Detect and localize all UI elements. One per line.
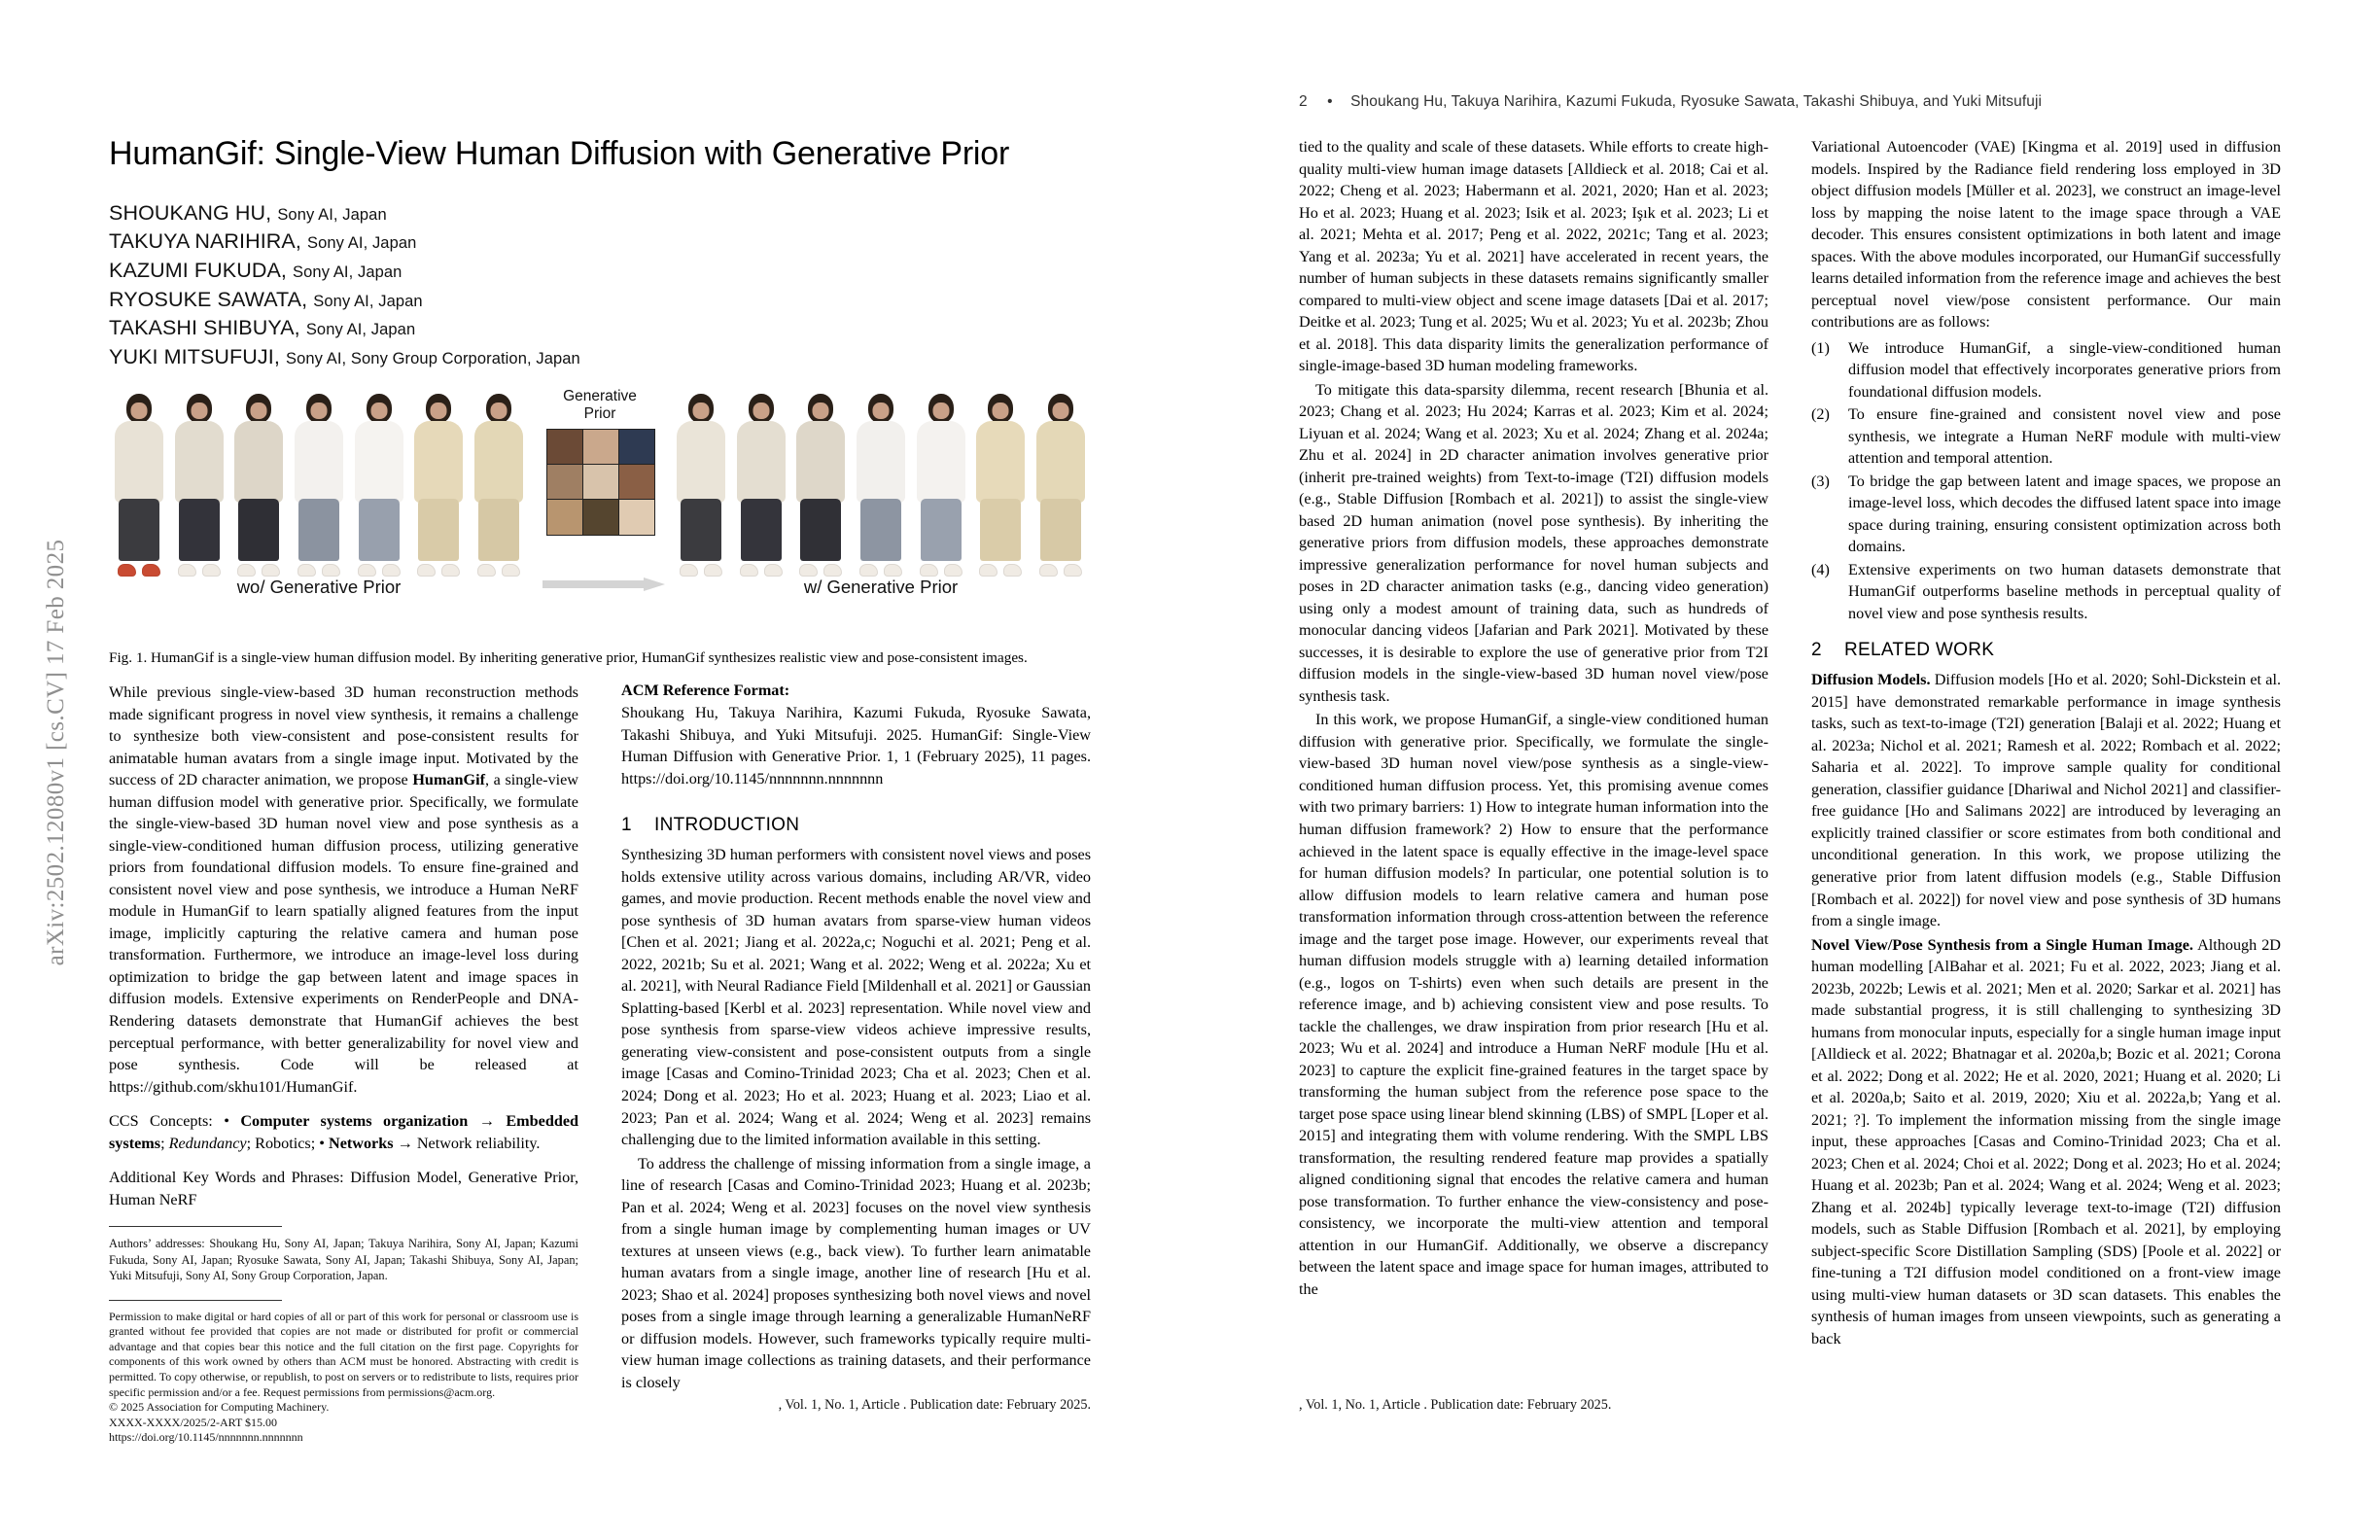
page-2-columns: [1299, 136, 2281, 1351]
figure-right-label: w/ Generative Prior: [803, 576, 959, 597]
person-torso: [234, 421, 283, 503]
page-1-column-1: [109, 682, 578, 1446]
person-torso: [414, 421, 463, 503]
author-affiliation: Sony AI, Japan: [305, 321, 416, 339]
author-affiliation: Sony AI, Sony Group Corporation, Japan: [285, 350, 580, 368]
permission-notice: Permission to make digital or hard copies of all or part of this work for personal or classroom use is granted without fee provided that copies are not made or distributed for profit or commercial advantage and that copies bear this notice and the full citation on the first page. Copyrights for components of this work owned by others than ACM must be honored. Abstracting with credit is permitted. To copy otherwise, or republish, to post on servers or to redistribute to lists, requires prior specific permission and/or a fee. Request permissions from permissions@acm.org.: [109, 1309, 578, 1399]
divider-permission: [109, 1300, 282, 1301]
person-torso: [115, 421, 163, 503]
author-entry: [109, 228, 1091, 257]
ccs-italic: Redundancy: [168, 1134, 247, 1152]
person-face: [873, 402, 890, 419]
person-legs: [418, 499, 459, 561]
person-shoes: [477, 561, 520, 577]
ccs-tail: Network reliability.: [416, 1134, 541, 1152]
page-2-column-2: [1811, 136, 2281, 1351]
generative-prior-label-line2: Prior: [583, 404, 616, 422]
contribution-item: [1811, 337, 2281, 403]
section-number: 1: [621, 815, 632, 836]
person-figure: [289, 394, 349, 577]
author-affiliation: Sony AI, Japan: [313, 292, 423, 310]
person-figure: [671, 394, 731, 577]
ccs-bold-1: Computer systems organization: [240, 1112, 469, 1131]
figure-panel-generative-prior: [537, 386, 663, 577]
person-face: [932, 402, 949, 419]
generative-prior-thumbnail-grid: [546, 429, 655, 536]
author-entry: [109, 257, 1091, 286]
grid-cell: [547, 465, 582, 499]
arrow-shaft: [542, 580, 644, 588]
person-torso: [355, 421, 403, 503]
figure-left-label: wo/ Generative Prior: [236, 576, 402, 597]
contribution-text: To bridge the gap between latent and image spaces, we propose an image-level loss, which decodes the diffused latent space into image space during training, ensuring consistent optimization across both domains.: [1848, 472, 2281, 556]
person-legs: [681, 499, 721, 561]
arxiv-stamp: arXiv:2502.12080v1 [cs.CV] 17 Feb 2025: [43, 539, 69, 966]
author-name: RYOSUKE SAWATA,: [109, 287, 308, 311]
page-2: [1190, 0, 2380, 1540]
contribution-marker: (4): [1811, 560, 1830, 578]
person-face: [1053, 402, 1069, 419]
intro-paragraph-1: Synthesizing 3D human performers with consistent novel views and poses holds extensive utility across various domains, including AR/VR, video games, and movie production. Recent methods enable the novel view and pose synthesis of 3D human avatars from sparse-view human videos [Chen et al. 2021; Jiang et al. 2022a,c; Noguchi et al. 2021; Peng et al. 2022, 2021b; Su et al. 2021; Wang et al. 2022; Weng et al. 2022a; Xu et al. 2021], with Neural Radiance Field [Mildenhall et al. 2021] or Gaussian Splatting-based [Kerbl et al. 2023] representation. While novel view and pose synthesis from sparse-view videos achieve impressive results, generating view-consistent and pose-consistent outputs from a single image [Casas and Comino-Trinidad 2023; Cha et al. 2023; Chen et al. 2024; Dong et al. 2023; Ho et al. 2023; Huang et al. 2023; Liao et al. 2023; Pan et al. 2024; Wang et al. 2024; Weng et al. 2023] remains challenging due to the limited information available in this setting.: [621, 846, 1091, 1149]
person-legs: [980, 499, 1021, 561]
person-torso: [295, 421, 343, 503]
generative-prior-arrow: [542, 578, 665, 590]
person-figure: [731, 394, 791, 577]
grid-cell: [619, 500, 654, 534]
person-shoes: [358, 561, 401, 577]
person-shoes: [237, 561, 280, 577]
person-shoes: [417, 561, 460, 577]
person-figure: [109, 394, 169, 577]
author-name: YUKI MITSUFUJI,: [109, 345, 280, 369]
grid-cell: [583, 465, 618, 499]
person-figure: [790, 394, 851, 577]
person-shoes: [979, 561, 1022, 577]
ccs-prefix: CCS Concepts: •: [109, 1112, 229, 1131]
author-entry: [109, 314, 1091, 343]
ccs-bold-2: Embedded systems: [109, 1112, 579, 1152]
contribution-text: To ensure fine-grained and consistent novel view and pose synthesis, we integrate a Human NeRF module with multi-view attention and temporal attention.: [1848, 405, 2281, 468]
person-torso: [737, 421, 786, 503]
person-face: [813, 402, 829, 419]
person-shoes: [178, 561, 221, 577]
grid-cell: [619, 465, 654, 499]
author-name: KAZUMI FUKUDA,: [109, 259, 287, 283]
person-figure: [469, 394, 529, 577]
figure-caption-label: Fig. 1.: [109, 648, 148, 666]
figure-panel-without-prior: [109, 386, 529, 597]
author-list: [109, 199, 1091, 372]
contribution-marker: (3): [1811, 472, 1830, 490]
person-shoes: [920, 561, 962, 577]
contribution-marker: (1): [1811, 338, 1830, 357]
person-legs: [800, 499, 841, 561]
person-legs: [478, 499, 519, 561]
section-heading-introduction: [621, 815, 1091, 836]
figure-caption: [109, 648, 1091, 669]
p2-col2-paragraph-1: Variational Autoencoder (VAE) [Kingma et al. 2019] used in diffusion models. Inspired by the Radiance field rendering loss employed in 3D object diffusion models [Müller et al. 2023], we construct an image-level loss by mapping the noise latent to the image space through a VAE decoder. This ensures consistent optimizations in both latent and image spaces. With the above modules incorporated, our HumanGif successfully learns detailed information from the reference image and achieves the best perceptual novel view/pose consistent performance. Our main contributions are as follows:: [1811, 138, 2281, 332]
person-legs: [359, 499, 400, 561]
generative-prior-label: [537, 388, 663, 423]
section-title: RELATED WORK: [1844, 640, 1995, 661]
intro-paragraph-2: To address the challenge of missing information from a single image, a line of research [Casas and Comino-Trinidad 2023; Huang et al. 2023b; Pan et al. 2024; Weng et al. 2023] focuses on the novel view synthesis from a single human image by complementing human images or UV textures at unseen views (e.g., back view). To further learn animatable human avatars from a single image, another line of research [Hu et al. 2023; Shao et al. 2024] proposes synthesizing both novel views and novel poses from a single image through learning a generalizable HumanNeRF or diffusion models. However, such frameworks typically require multi-view human image collections as training datasets, and their performance is closely: [621, 1154, 1091, 1391]
abstract-bold-term: HumanGif: [412, 771, 485, 789]
person-shoes: [118, 561, 160, 577]
person-shoes: [680, 561, 722, 577]
grid-cell: [619, 430, 654, 464]
person-torso: [474, 421, 523, 503]
person-face: [692, 402, 709, 419]
page-1-columns: [109, 682, 1091, 1446]
teaser-figure: [109, 386, 1091, 619]
contribution-text: We introduce HumanGif, a single-view-conditioned human diffusion model that effectively incorporates generative priors from foundational diffusion models.: [1848, 338, 2281, 401]
author-affiliation: Sony AI, Japan: [307, 234, 417, 253]
person-figure: [851, 394, 911, 577]
person-shoes: [859, 561, 902, 577]
figure-panel-with-prior: [671, 386, 1091, 597]
ccs-arrow-1: →: [478, 1112, 495, 1131]
person-face: [251, 402, 267, 419]
person-shoes: [799, 561, 842, 577]
acm-reference-body: Shoukang Hu, Takuya Narihira, Kazumi Fukuda, Ryosuke Sawata, Takashi Shibuya, and Yuki Mitsufuji. 2025. HumanGif: Single-View Human Diffusion with Generative Prior. 1, 1 (February 2025), 11 pages. https://doi.org/10.1145/nnnnnnn.nnnnnnn: [621, 704, 1091, 788]
contribution-item: [1811, 471, 2281, 558]
person-torso: [917, 421, 965, 503]
person-face: [130, 402, 147, 419]
keywords: Additional Key Words and Phrases: Diffusion Model, Generative Prior, Human NeRF: [109, 1169, 578, 1208]
author-name: TAKUYA NARIHIRA,: [109, 229, 301, 254]
ccs-concepts: CCS Concepts: • Computer systems organization → Embedded systems; Redundancy; Robotics; • Networks → Network reliability.: [109, 1112, 579, 1152]
person-legs: [860, 499, 901, 561]
author-name: SHOUKANG HU,: [109, 200, 272, 225]
person-legs: [921, 499, 962, 561]
related-work-paragraph-1: [1811, 669, 2281, 931]
person-face: [752, 402, 769, 419]
page-1-content: [109, 134, 1091, 1446]
author-affiliation: Sony AI, Japan: [277, 205, 387, 224]
abstract-paragraph: While previous single-view-based 3D human reconstruction methods made significant progress in novel view synthesis, it remains a challenge to synthesize both view-consistent and pose-consistent results for animatable human avatars from a single image input. Motivated by the success of 2D character animation, we propose HumanGif, a single-view human diffusion model with generative prior. Specifically, we formulate the single-view-based 3D human novel view and pose synthesis as a single-view-conditioned human diffusion process, utilizing generative priors from foundational diffusion models. To ensure fine-grained and consistent novel view and pose synthesis, we introduce a Human NeRF module in HumanGif to learn spatially aligned features from the input image, implicitly capturing the relative camera and human pose transformation. Furthermore, we introduce an image-level loss during optimization to bridge the gap between latent and image spaces in diffusion models. Extensive experiments on RenderPeople and DNA-Rendering datasets demonstrate that HumanGif achieves the best perceptual performance, with better generalizability for novel view and pose synthesis. Code will be released at https://github.com/skhu101/HumanGif.: [109, 683, 578, 1096]
person-figure: [911, 394, 971, 577]
page-2-footer: , Vol. 1, No. 1, Article . Publication date: February 2025.: [1299, 1397, 1612, 1413]
p2-col1-paragraph-2: To mitigate this data-sparsity dilemma, recent research [Bhunia et al. 2023; Chang et al. 2023; Hu 2024; Karras et al. 2023; Kim et al. 2024; Liyuan et al. 2024; Wang et al. 2023; Xu et al. 2024; Zhang et al. 2024a; Zhu et al. 2024] in 2D character animation involves generative prior (inherit pre-trained weights) from Text-to-image (T2I) diffusion models (e.g., Stable Diffusion [Rombach et al. 2021]) to assist the single-view based 2D human animation (novel pose synthesis). By inheriting the generative priors from diffusion models, these approaches demonstrate impressive generalization performance for novel human subjects and poses in 2D character animation tasks (e.g., dancing video generation) using only a modest amount of training data, such as hundreds of monocular dancing videos [Jafarian and Park 2021]. Motivated by these successes, it is desirable to explore the use of generative prior from T2I diffusion models in the single-view-based 3D human novel view/pose synthesis task.: [1299, 380, 1768, 705]
ccs-arrow-2: →: [397, 1134, 413, 1152]
person-figure: [971, 394, 1032, 577]
page-number: 2: [1299, 93, 1308, 110]
arrow-tip-icon: [644, 578, 665, 591]
author-entry: [109, 199, 1091, 228]
related-work-paragraph-2: [1811, 934, 2281, 1350]
grid-cell: [583, 430, 618, 464]
grid-cell: [547, 500, 582, 534]
person-figure: [1031, 394, 1091, 577]
page-1-footer: , Vol. 1, No. 1, Article . Publication date: February 2025.: [778, 1397, 1091, 1413]
person-shoes: [298, 561, 340, 577]
contributions-list: [1811, 337, 2281, 625]
author-affiliation: Sony AI, Japan: [293, 263, 402, 282]
person-legs: [298, 499, 339, 561]
person-legs: [179, 499, 220, 561]
person-figure: [228, 394, 289, 577]
p2-col1-paragraph-3: In this work, we propose HumanGif, a single-view conditioned human diffusion with generative prior. Specifically, we formulate the single-view-based 3D human novel view/pose synthesis as a single-view-conditioned human diffusion process. Yet, this promising avenue comes with two primary barriers: 1) How to integrate human information into the human diffusion framework? 2) How to ensure that the performance achieved in the latent space is equally effective in the image-level space for human diffusion models? In particular, one potential solution is to allow diffusion models to learn relative camera and human pose transformation information through cross-attention between the reference image and the target pose image. However, our experiments reveal that human diffusion models struggle with a) learning detailed information (e.g., logos on T-shirts) even when such details are present in the reference image, and b) achieving consistent view and pose results. To tackle the challenges, we draw inspiration from prior research [Hu et al. 2023; Wu et al. 2024] and introduce a Human NeRF module [Hu et al. 2023] to capture the explicit fine-grained features in the target space by transforming the human subject from the reference pose space to the target pose space using linear blend skinning (LBS) of SMPL [Loper et al. 2015] and integrating them with volume rendering. With the SMPL LBS transformation, the resulting rendered feature map provides a spatially aligned conditioning signal that encodes the relative camera and human pose transformation. To further enhance the view-consistency and pose-consistency, we incorporate the multi-view attention and temporal attention in our HumanGif. Additionally, we observe a discrepancy between the latent space and image space for human images, attributed to the: [1299, 711, 1768, 1298]
contribution-item: [1811, 403, 2281, 470]
page-2-column-1: [1299, 136, 1768, 1351]
related-work-1-lead: Diffusion Models.: [1811, 671, 1931, 689]
person-face: [311, 402, 328, 419]
author-entry: [109, 343, 1091, 372]
p2-col1-paragraph-1: tied to the quality and scale of these datasets. While efforts to create high-quality multi-view human image datasets [Alldieck et al. 2018; Cai et al. 2022; Cheng et al. 2023; Habermann et al. 2021, 2020; Han et al. 2023; Ho et al. 2023; Huang et al. 2023; Isik et al. 2023; Işık et al. 2023; Li et al. 2021; Mehta et al. 2017; Peng et al. 2022, 2021c; Tang et al. 2023; Yang et al. 2023a; Yu et al. 2021] have accelerated in recent years, the number of human subjects in these datasets remains significantly smaller compared to multi-view object and scene image datasets [Dai et al. 2017; Deitke et al. 2023; Tung et al. 2025; Wu et al. 2023; Yu et al. 2023b; Zhou et al. 2018]. This data disparity limits the generalization performance of single-image-based 3D human modeling frameworks.: [1299, 138, 1768, 375]
copyright-line: © 2025 Association for Computing Machinery.: [109, 1400, 330, 1415]
people-row-left: [109, 386, 529, 577]
section-heading-related-work: [1811, 640, 2281, 661]
section-number: 2: [1811, 640, 1822, 661]
person-torso: [796, 421, 845, 503]
person-legs: [119, 499, 159, 561]
header-separator-dot: •: [1327, 93, 1333, 110]
section-title: INTRODUCTION: [654, 815, 800, 836]
person-shoes: [1039, 561, 1082, 577]
person-legs: [741, 499, 782, 561]
person-figure: [409, 394, 470, 577]
page-title: HumanGif: Single-View Human Diffusion with Generative Prior: [109, 135, 1010, 172]
divider-authors: [109, 1226, 282, 1227]
person-torso: [976, 421, 1025, 503]
person-figure: [169, 394, 229, 577]
grid-cell: [547, 430, 582, 464]
person-legs: [238, 499, 279, 561]
related-work-1-text: Diffusion models [Ho et al. 2020; Sohl-Dickstein et al. 2015] have demonstrated remarkable performance in image synthesis tasks, such as text-to-image (T2I) generation [Balaji et al. 2022; Huang et al. 2023a; Nichol et al. 2021; Ramesh et al. 2022; Rombach et al. 2022; Saharia et al. 2022]. To improve sample quality for conditional generation, classifier guidance [Dhariwal and Nichol 2021] and classifier-free guidance [Ho and Salimans 2022] are introduced by leveraging an explicitly trained classifier or score estimates from both conditional and unconditional generation. In this work, we propose utilizing the generative prior from latent diffusion models (e.g., Stable Diffusion [Rombach et al. 2022]) for novel view and pose synthesis of 3D humans from a single image.: [1811, 671, 2281, 930]
figure-caption-text: HumanGif is a single-view human diffusion model. By inheriting generative prior, HumanGif synthesizes realistic view and pose-consistent images.: [151, 648, 1028, 666]
doi-line: https://doi.org/10.1145/nnnnnnn.nnnnnnn: [109, 1430, 303, 1445]
person-torso: [1036, 421, 1085, 503]
ccs-mid: ; Robotics; •: [246, 1134, 325, 1152]
header-author-list: Shoukang Hu, Takuya Narihira, Kazumi Fukuda, Ryosuke Sawata, Takashi Shibuya, and Yuki Mitsufuji: [1350, 93, 2043, 110]
person-torso: [677, 421, 725, 503]
page-1-column-2: [621, 682, 1091, 1446]
related-work-2-lead: Novel View/Pose Synthesis from a Single Human Image.: [1811, 935, 2193, 954]
person-face: [370, 402, 387, 419]
grid-cell: [583, 500, 618, 534]
author-entry: [109, 286, 1091, 315]
person-figure: [349, 394, 409, 577]
contribution-text: Extensive experiments on two human datasets demonstrate that HumanGif outperforms baseline methods in perceptual quality of novel view and pose synthesis results.: [1848, 560, 2281, 622]
person-shoes: [740, 561, 783, 577]
authors-addresses: Authors’ addresses: Shoukang Hu, Sony AI, Japan; Takuya Narihira, Sony AI, Japan; Kazumi Fukuda, Sony AI, Japan; Ryosuke Sawata, Sony AI, Japan; Takashi Shibuya, Sony AI, Japan; Yuki Mitsufuji, Sony AI, Sony Group Corporation, Japan.: [109, 1237, 578, 1283]
generative-prior-label-line1: Generative: [563, 387, 637, 404]
contribution-item: [1811, 559, 2281, 625]
person-face: [431, 402, 447, 419]
people-row-right: [671, 386, 1091, 577]
person-torso: [857, 421, 905, 503]
person-face: [993, 402, 1009, 419]
person-face: [491, 402, 508, 419]
author-name: TAKASHI SHIBUYA,: [109, 316, 300, 340]
page-2-running-header: [1299, 93, 2281, 111]
contribution-marker: (2): [1811, 405, 1830, 424]
acm-reference-heading: ACM Reference Format:: [621, 682, 790, 700]
related-work-2-text: Although 2D human modelling [AlBahar et al. 2021; Fu et al. 2022, 2023; Jiang et al. 2023b, 2022b; Lewis et al. 2021; Men et al. 2020; Sarkar et al. 2021] has made substantial progress, it is still challenging to synthesizing 3D humans from monocular inputs, especially for a single human image input [Alldieck et al. 2022; Bhatnagar et al. 2020a,b; Bozic et al. 2021; Corona et al. 2022; Dong et al. 2022; He et al. 2020, 2021; Huang et al. 2020; Li et al. 2020a,b; Saito et al. 2019, 2020; Xiu et al. 2022a,b; Yang et al. 2021; ?]. To implement the information missing from the single image input, these approaches [Casas and Comino-Trinidad 2023; Cha et al. 2023; Chen et al. 2024; Choi et al. 2022; Dong et al. 2023; Ho et al. 2024; Huang et al. 2023b; Pan et al. 2024; Wang et al. 2024; Weng et al. 2023; Zhang et al. 2024b] typically leverage text-to-image (T2I) diffusion models, such as Stable Diffusion [Rombach et al. 2021], by employing subject-specific Score Distillation Sampling (SDS) [Poole et al. 2022] or fine-tuning a T2I diffusion model conditioned on a front-view image using multi-view human datasets or 3D scan datasets. This enables the synthesis of human images from unseen viewpoints, such as generating a back: [1811, 935, 2282, 1348]
issn-line: XXXX-XXXX/2025/2-ART $15.00: [109, 1415, 278, 1429]
person-torso: [175, 421, 224, 503]
person-legs: [1040, 499, 1081, 561]
ccs-bold-3: Networks: [329, 1134, 394, 1152]
person-face: [191, 402, 207, 419]
